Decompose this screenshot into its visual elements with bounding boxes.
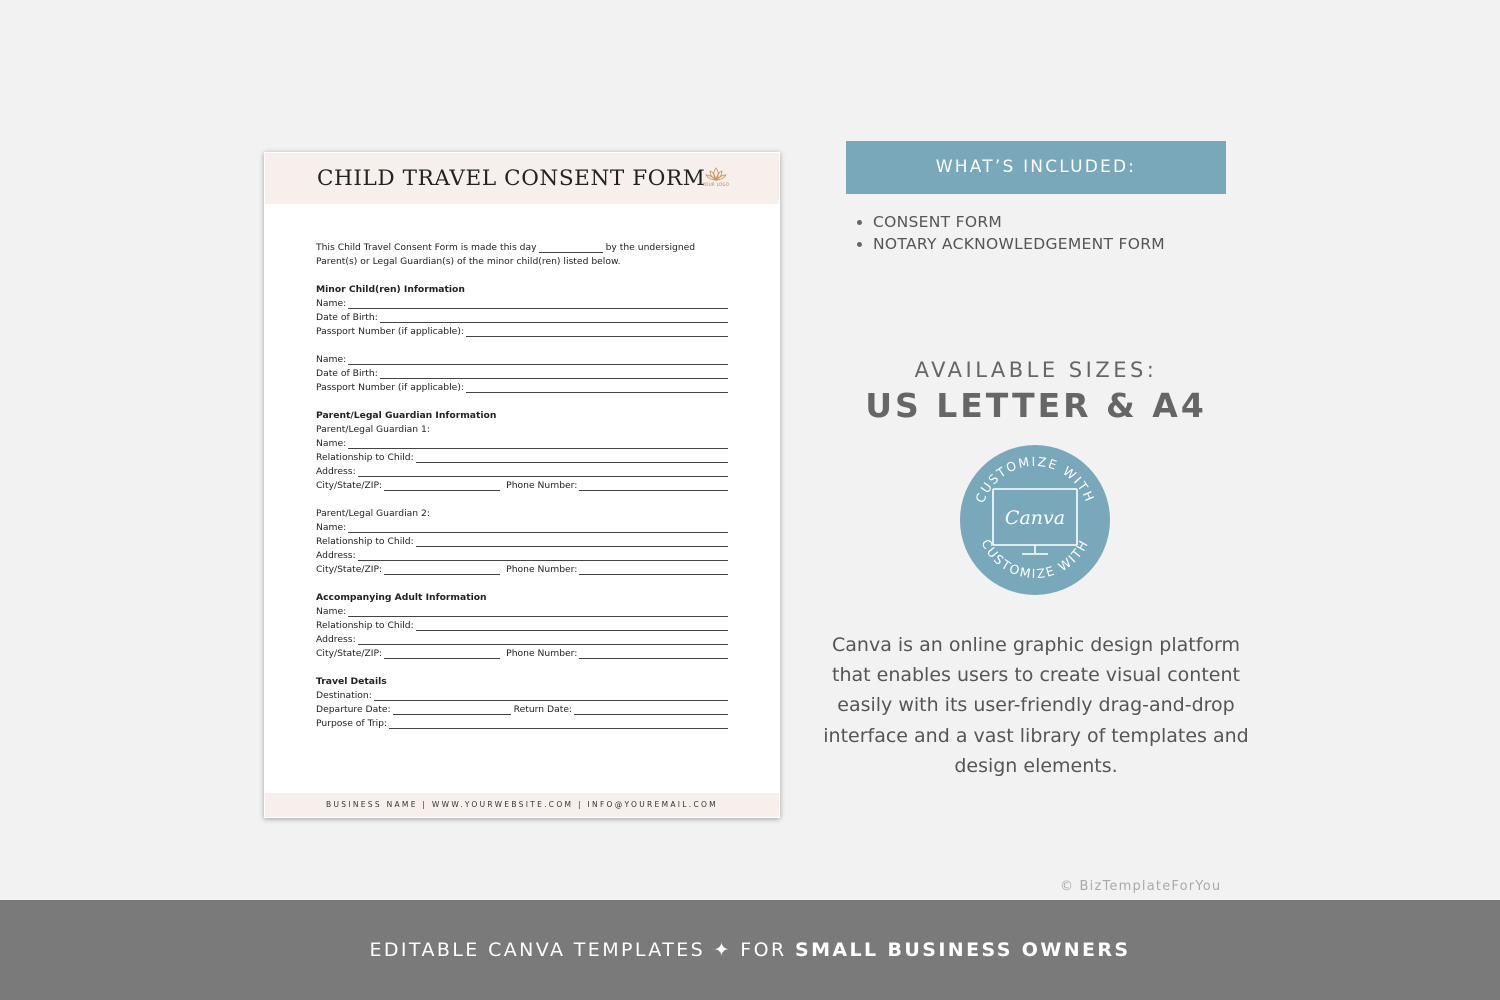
whats-included-heading: WHAT’S INCLUDED: bbox=[846, 141, 1226, 194]
field-row: Name: bbox=[316, 297, 728, 311]
field-row: City/State/ZIP: Phone Number: bbox=[316, 563, 728, 577]
bottom-banner bbox=[0, 900, 1500, 1000]
field-row: City/State/ZIP: Phone Number: bbox=[316, 479, 728, 493]
list-item: NOTARY ACKNOWLEDGEMENT FORM bbox=[856, 233, 1165, 255]
form-header bbox=[265, 153, 779, 204]
badge-ring-text-bottom: CUSTOMIZE WITH bbox=[978, 536, 1092, 582]
section-title-adult: Accompanying Adult Information bbox=[316, 592, 487, 603]
section-title-travel: Travel Details bbox=[316, 676, 387, 687]
subsection-parent-2: Parent/Legal Guardian 2: bbox=[316, 508, 430, 519]
intro-text-3: Parent(s) or Legal Guardian(s) of the minor child(ren) listed below. bbox=[316, 256, 621, 267]
canva-description: Canva is an online graphic design platform that enables users to create visual content easily with its user-friendly drag-and-drop interface and a vast library of templates and design elements. bbox=[823, 634, 1249, 777]
intro-text-2: by the undersigned bbox=[605, 242, 696, 253]
field-row: Name: bbox=[316, 353, 728, 367]
field-row: Name: bbox=[316, 605, 728, 619]
field-row: City/State/ZIP: Phone Number: bbox=[316, 647, 728, 661]
field-row: Address: bbox=[316, 633, 728, 647]
field-row: Date of Birth: bbox=[316, 311, 728, 325]
form-body bbox=[316, 241, 728, 731]
form-preview bbox=[264, 152, 780, 818]
copyright: © BizTemplateForYou bbox=[1060, 879, 1222, 894]
banner-text: EDITABLE CANVA TEMPLATES ✦ FOR bbox=[369, 939, 795, 961]
form-intro bbox=[316, 241, 728, 269]
list-item: CONSENT FORM bbox=[856, 211, 1165, 233]
section-title-parent: Parent/Legal Guardian Information bbox=[316, 410, 497, 421]
logo-text: YOUR LOGO bbox=[702, 182, 730, 187]
section-title-minor: Minor Child(ren) Information bbox=[316, 284, 465, 295]
field-row: Name: bbox=[316, 521, 728, 535]
field-row: Relationship to Child: bbox=[316, 535, 728, 549]
field-row: Passport Number (if applicable): bbox=[316, 381, 728, 395]
field-row: Relationship to Child: bbox=[316, 619, 728, 633]
field-row: Passport Number (if applicable): bbox=[316, 325, 728, 339]
field-row: Relationship to Child: bbox=[316, 451, 728, 465]
badge-ring-text-top: CUSTOMIZE WITH bbox=[972, 453, 1098, 505]
form-footer: BUSINESS NAME | WWW.YOURWEBSITE.COM | INFO@YOUREMAIL.COM bbox=[265, 793, 779, 817]
field-row: Date of Birth: bbox=[316, 367, 728, 381]
field-row: Destination: bbox=[316, 689, 728, 703]
field-row: Departure Date: Return Date: bbox=[316, 703, 728, 717]
field-row: Address: bbox=[316, 549, 728, 563]
canva-wordmark: Canva bbox=[1004, 507, 1066, 529]
intro-text: This Child Travel Consent Form is made this day bbox=[316, 242, 537, 253]
sizes-value: US LETTER & A4 bbox=[865, 386, 1207, 425]
subsection-parent-1: Parent/Legal Guardian 1: bbox=[316, 424, 430, 435]
field-row: Name: bbox=[316, 437, 728, 451]
field-row: Purpose of Trip: bbox=[316, 717, 728, 731]
customize-with-canva-badge bbox=[960, 445, 1110, 595]
sizes-label: AVAILABLE SIZES: bbox=[914, 358, 1158, 382]
lotus-logo-icon bbox=[702, 166, 730, 192]
banner-text-bold: SMALL BUSINESS OWNERS bbox=[795, 939, 1131, 961]
form-title: CHILD TRAVEL CONSENT FORM bbox=[317, 166, 706, 191]
included-list bbox=[856, 211, 1165, 255]
field-row: Address: bbox=[316, 465, 728, 479]
day-blank bbox=[539, 243, 603, 253]
